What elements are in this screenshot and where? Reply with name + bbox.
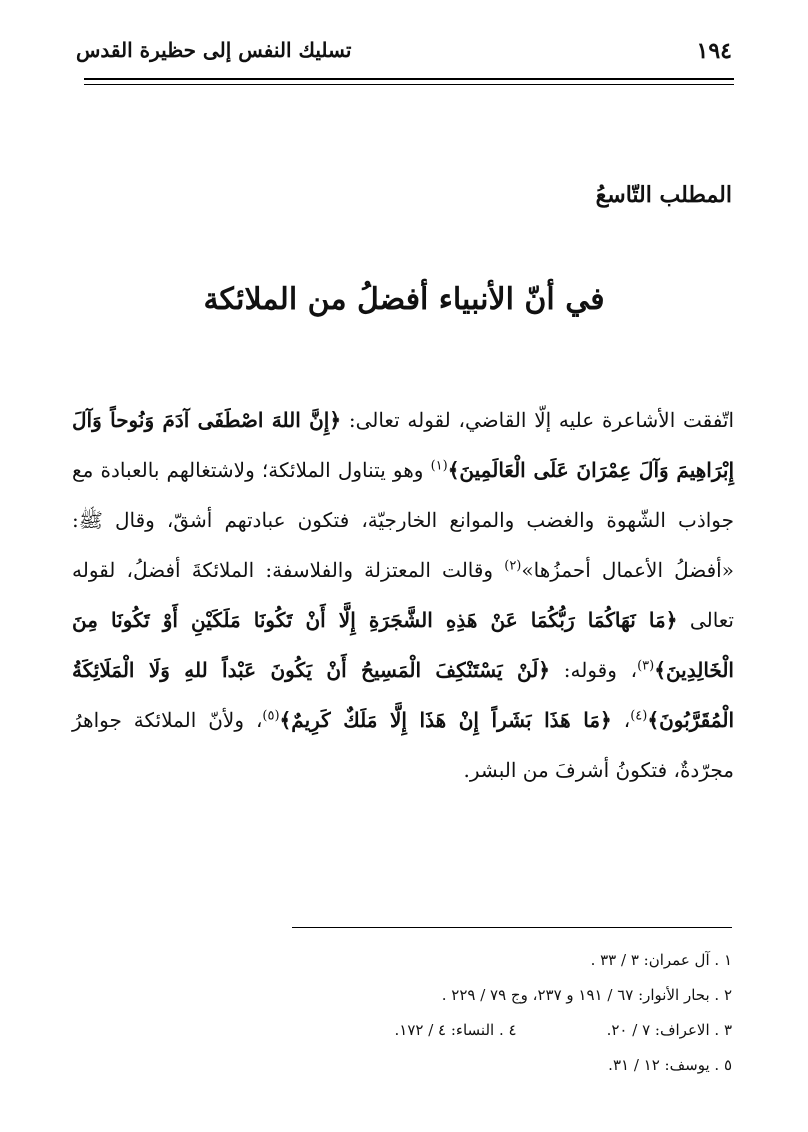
footnote-ref: (٣) bbox=[637, 658, 655, 674]
body-text-span: وهو يتناول الملائكة؛ ولاشتغالهم بالعبادة مع جواذب الشّهوة والغضب والموانع الخارجيّة، فتكون عبادتهم أشقّ، وقال ﷺ: «أفضلُ الأعمال أحمزُها» bbox=[72, 458, 734, 582]
header-rule-thick bbox=[84, 78, 734, 80]
body-paragraph bbox=[72, 395, 734, 795]
quran-verse: ﴿مَا نَهَاكُمَا رَبُّكُمَا عَنْ هَذِهِ الشَّجَرَةِ إِلَّا أَنْ تَكُونَا مَلَكَيْنِ أَوْ تَكُونَا مِنَ الْخَالِدِينَ﴾ bbox=[72, 608, 734, 682]
header-rule-thin bbox=[84, 84, 734, 85]
chapter-title: في أنّ الأنبياء أفضلُ من الملائكة bbox=[203, 282, 605, 317]
body-text-span: ، bbox=[611, 708, 631, 732]
footnote-5: ٥ . يوسف: ١٢ / ٣١. bbox=[608, 1056, 732, 1074]
quran-verse: ﴿إِنَّ اللهَ اصْطَفَى آدَمَ وَنُوحاً وَآلَ إِبْرَاهِيمَ وَآلَ عِمْرَانَ عَلَى الْعَالَمِينَ﴾ bbox=[72, 408, 735, 482]
footnote-4: ٤ . النساء: ٤ / ١٧٢. bbox=[394, 1021, 517, 1039]
footnote-separator bbox=[292, 927, 732, 928]
body-text-span: ، وقوله: bbox=[550, 658, 638, 682]
footnote-row bbox=[212, 1015, 732, 1050]
footnote-ref: (١) bbox=[430, 458, 448, 474]
footnote-ref: (٢) bbox=[504, 558, 522, 574]
body-text-span: اتّفقت الأشاعرة عليه إلّا القاضي، لقوله تعالى: bbox=[341, 408, 734, 432]
body-text-span: وقالت المعتزلة والفلاسفة: الملائكةَ أفضلُ، لقوله تعالى bbox=[72, 558, 734, 632]
footnote-1: ١ . آل عمران: ٣ / ٣٣ . bbox=[590, 951, 732, 969]
footnote-3: ٣ . الاعراف: ٧ / ٢٠. bbox=[606, 1021, 732, 1039]
footnote-ref: (٤) bbox=[630, 708, 648, 724]
running-header bbox=[76, 38, 732, 82]
footnotes bbox=[212, 945, 732, 1085]
running-title: تسليك النفس إلى حظيرة القدس bbox=[76, 38, 352, 62]
footnote-ref: (٥) bbox=[262, 708, 280, 724]
page-number: ١٩٤ bbox=[696, 38, 732, 64]
quran-verse: ﴿مَا هَذَا بَشَراً إِنْ هَذَا إِلَّا مَلَكٌ كَرِيمٌ﴾ bbox=[279, 708, 612, 732]
footnote-2: ٢ . بحار الأنوار: ٦٧ / ١٩١ و ٢٣٧، وج ٧٩ / ٢٢٩ . bbox=[441, 986, 732, 1004]
quran-verse: ﴿لَنْ يَسْتَنْكِفَ الْمَسِيحُ أَنْ يَكُونَ عَبْداً للهِ وَلَا الْمَلَائِكَةُ الْمُقَرَّبُونَ﴾ bbox=[72, 658, 735, 732]
section-label: المطلب التّاسعُ bbox=[595, 182, 732, 208]
body-text-span: ، ولأنّ الملائكة جواهرُ مجرّدةٌ، فتكونُ أشرفَ من البشر. bbox=[72, 708, 734, 782]
body-text bbox=[72, 395, 734, 795]
